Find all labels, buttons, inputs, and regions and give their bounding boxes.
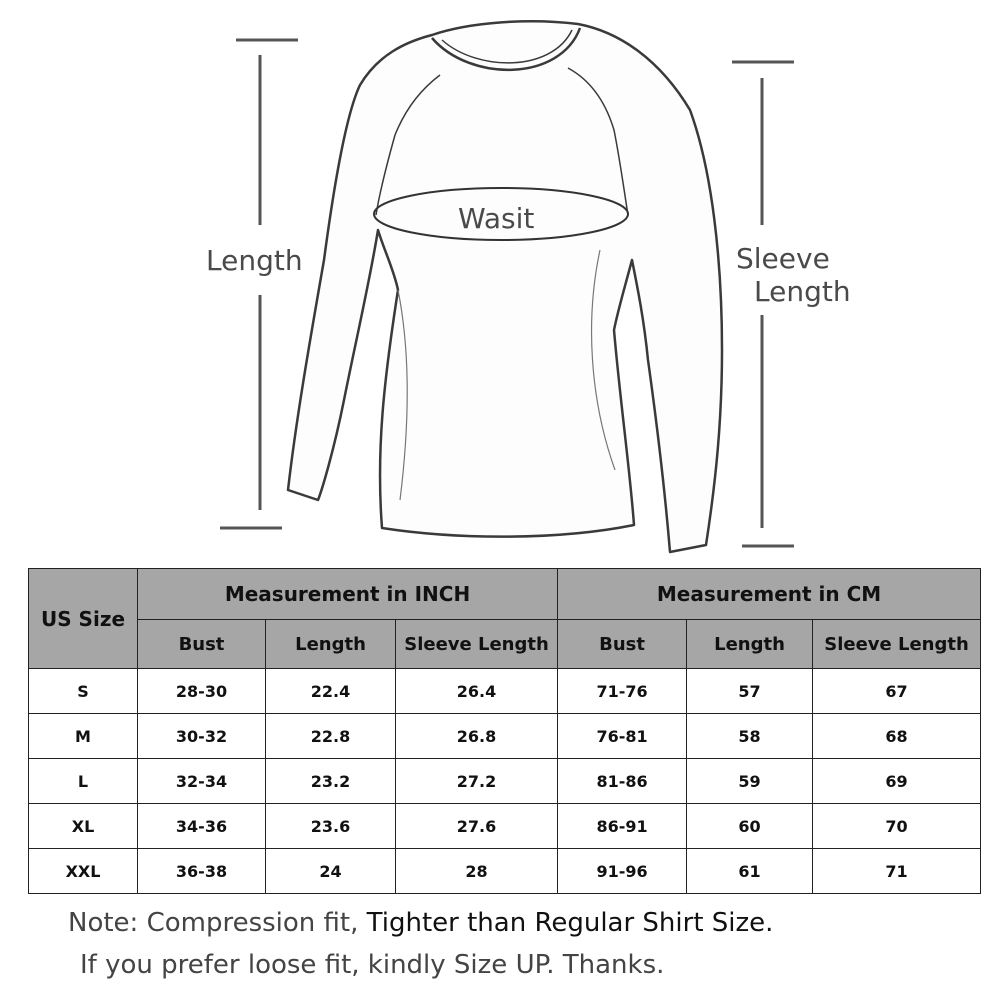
cm-bust-cell: 81-86 [558, 759, 687, 804]
cm-length-cell: 60 [687, 804, 813, 849]
note-line-1 [68, 908, 773, 938]
cm-sleeve-cell: 69 [813, 759, 981, 804]
cm-length-cell: 59 [687, 759, 813, 804]
table-row [29, 759, 981, 804]
inch-bust-header: Bust [138, 620, 266, 669]
cm-bust-cell: 76-81 [558, 714, 687, 759]
note-line-2: If you prefer loose fit, kindly Size UP. Thanks. [80, 950, 665, 980]
note-emphasis: Tighter than Regular Shirt Size. [366, 908, 774, 938]
sleeve-label-line1: Sleeve [736, 242, 830, 275]
table-row [29, 669, 981, 714]
inch-sleeve-cell: 28 [396, 849, 558, 894]
cm-length-cell: 58 [687, 714, 813, 759]
us-size-header: US Size [29, 569, 138, 669]
table-row [29, 849, 981, 894]
inch-length-cell: 23.2 [266, 759, 396, 804]
cm-bust-cell: 71-76 [558, 669, 687, 714]
inch-bust-cell: 30-32 [138, 714, 266, 759]
inch-sleeve-header: Sleeve Length [396, 620, 558, 669]
cm-sleeve-cell: 71 [813, 849, 981, 894]
size-cell: XXL [29, 849, 138, 894]
size-cell: L [29, 759, 138, 804]
cm-group-header: Measurement in CM [558, 569, 981, 620]
inch-group-header: Measurement in INCH [138, 569, 558, 620]
inch-sleeve-cell: 27.2 [396, 759, 558, 804]
inch-length-cell: 22.4 [266, 669, 396, 714]
shirt-sketch [288, 21, 722, 552]
cm-bust-cell: 86-91 [558, 804, 687, 849]
length-label: Length [206, 244, 303, 277]
inch-bust-cell: 28-30 [138, 669, 266, 714]
cm-bust-cell: 91-96 [558, 849, 687, 894]
cm-bust-header: Bust [558, 620, 687, 669]
cm-sleeve-header: Sleeve Length [813, 620, 981, 669]
sleeve-label-line2: Length [754, 275, 851, 308]
size-cell: S [29, 669, 138, 714]
note-prefix: Note: Compression fit, [68, 908, 367, 938]
cm-length-cell: 57 [687, 669, 813, 714]
inch-sleeve-cell: 27.6 [396, 804, 558, 849]
inch-bust-cell: 36-38 [138, 849, 266, 894]
cm-length-header: Length [687, 620, 813, 669]
inch-length-cell: 23.6 [266, 804, 396, 849]
cm-sleeve-cell: 67 [813, 669, 981, 714]
size-cell: M [29, 714, 138, 759]
inch-length-cell: 22.8 [266, 714, 396, 759]
inch-bust-cell: 34-36 [138, 804, 266, 849]
size-cell: XL [29, 804, 138, 849]
length-dimension [220, 40, 298, 528]
inch-sleeve-cell: 26.8 [396, 714, 558, 759]
cm-sleeve-cell: 70 [813, 804, 981, 849]
table-row [29, 804, 981, 849]
cm-length-cell: 61 [687, 849, 813, 894]
table-row [29, 714, 981, 759]
inch-length-cell: 24 [266, 849, 396, 894]
waist-label: Wasit [458, 202, 535, 235]
inch-bust-cell: 32-34 [138, 759, 266, 804]
inch-length-header: Length [266, 620, 396, 669]
cm-sleeve-cell: 68 [813, 714, 981, 759]
size-chart-table [28, 568, 981, 894]
inch-sleeve-cell: 26.4 [396, 669, 558, 714]
